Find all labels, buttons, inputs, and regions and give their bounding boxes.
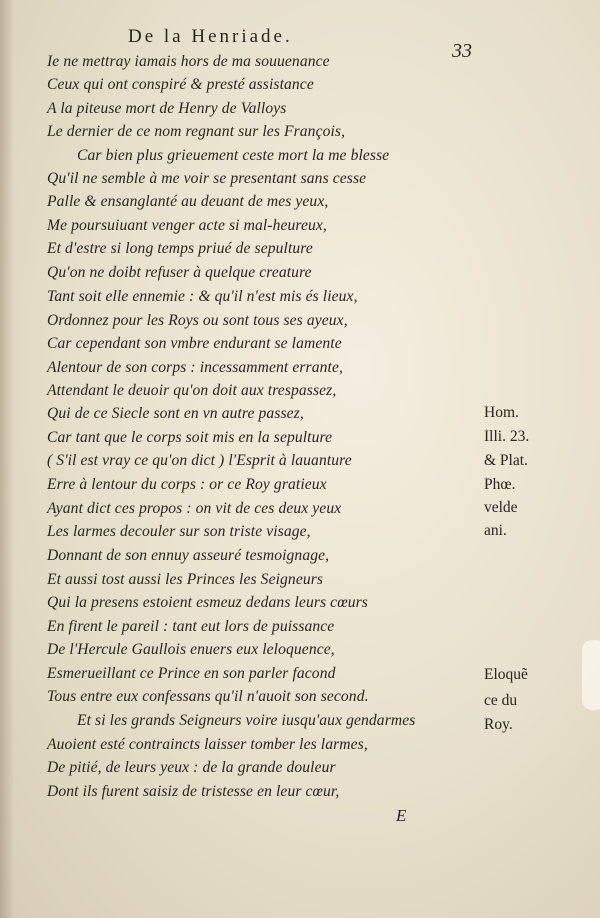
margin-note-reference: Phœ. (484, 476, 516, 493)
page-number: 33 (452, 40, 472, 62)
verse-line: Les larmes decouler sur son triste visage, (47, 523, 311, 540)
verse-line: Ceux qui ont conspiré & presté assistance (47, 76, 314, 93)
verse-line: En firent le pareil : tant eut lors de puissance (47, 618, 335, 635)
verse-line: Auoient esté contraincts laisser tomber les larmes, (47, 736, 368, 753)
verse-line: Alentour de son corps : incessamment errante, (47, 359, 343, 376)
verse-line: Et aussi tost aussi les Princes les Seigneurs (47, 571, 324, 588)
margin-note-reference: Illi. 23. (484, 428, 530, 445)
verse-line: Qui de ce Siecle sont en vn autre passez, (47, 405, 304, 422)
verse-line: Car cependant son vmbre endurant se lamente (47, 335, 342, 352)
verse-line: Ie ne mettray iamais hors de ma souuenance (47, 53, 330, 70)
verse-line: Qu'il ne semble à me voir se presentant sans cesse (47, 170, 367, 187)
margin-note-reference: Hom. (484, 404, 519, 421)
margin-note-reference: & Plat. (484, 452, 528, 469)
verse-line: Palle & ensanglanté au deuant de mes yeux, (47, 193, 329, 210)
margin-note-reference: velde (484, 499, 518, 516)
verse-line: Qui la presens estoient esmeuz dedans leurs cœurs (47, 594, 368, 611)
verse-line: Me poursuiuant venger acte si mal-heureux, (47, 217, 327, 234)
verse-line: Car bien plus grieuement ceste mort la me blesse (77, 147, 390, 164)
verse-line: Car tant que le corps soit mis en la sepulture (47, 429, 333, 446)
margin-note-eloquence: ce du (484, 692, 518, 709)
paper-stain (582, 640, 600, 710)
verse-line: ( S'il est vray ce qu'on dict ) l'Esprit à lauanture (47, 452, 352, 469)
verse-line: De l'Hercule Gaullois enuers eux leloquence, (47, 641, 335, 658)
verse-line: Erre à lentour du corps : or ce Roy gratieux (47, 476, 327, 493)
verse-line: Donnant de son ennuy asseuré tesmoignage, (47, 547, 330, 564)
verse-line: Qu'on ne doibt refuser à quelque creature (47, 264, 312, 281)
verse-line: Et d'estre si long temps priué de sepulture (47, 240, 313, 257)
margin-note-eloquence: Eloquẽ (484, 666, 528, 683)
verse-line: A la piteuse mort de Henry de Valloys (47, 100, 287, 117)
verse-line: De pitié, de leurs yeux : de la grande douleur (47, 759, 336, 776)
verse-line: Ayant dict ces propos : on vit de ces deux yeux (47, 500, 342, 517)
signature-mark: E (396, 806, 407, 825)
verse-line: Tous entre eux confessans qu'il n'auoit son second. (47, 688, 369, 705)
verse-line: Ordonnez pour les Roys ou sont tous ses ayeux, (47, 312, 348, 329)
gutter-shadow (0, 0, 14, 918)
verse-line: Tant soit elle ennemie : & qu'il n'est mis és lieux, (47, 288, 358, 305)
verse-line: Attendant le deuoir qu'on doit aux trespassez, (47, 382, 337, 399)
verse-line: Le dernier de ce nom regnant sur les François, (47, 123, 346, 140)
verse-line: Et si les grands Seigneurs voire iusqu'aux gendarmes (77, 712, 416, 729)
margin-note-reference: ani. (484, 522, 507, 539)
verse-line: Dont ils furent saisiz de tristesse en leur cœur, (47, 783, 340, 800)
margin-note-eloquence: Roy. (484, 716, 513, 733)
running-head: De la Henriade. (128, 26, 293, 47)
verse-line: Esmerueillant ce Prince en son parler facond (47, 665, 336, 682)
